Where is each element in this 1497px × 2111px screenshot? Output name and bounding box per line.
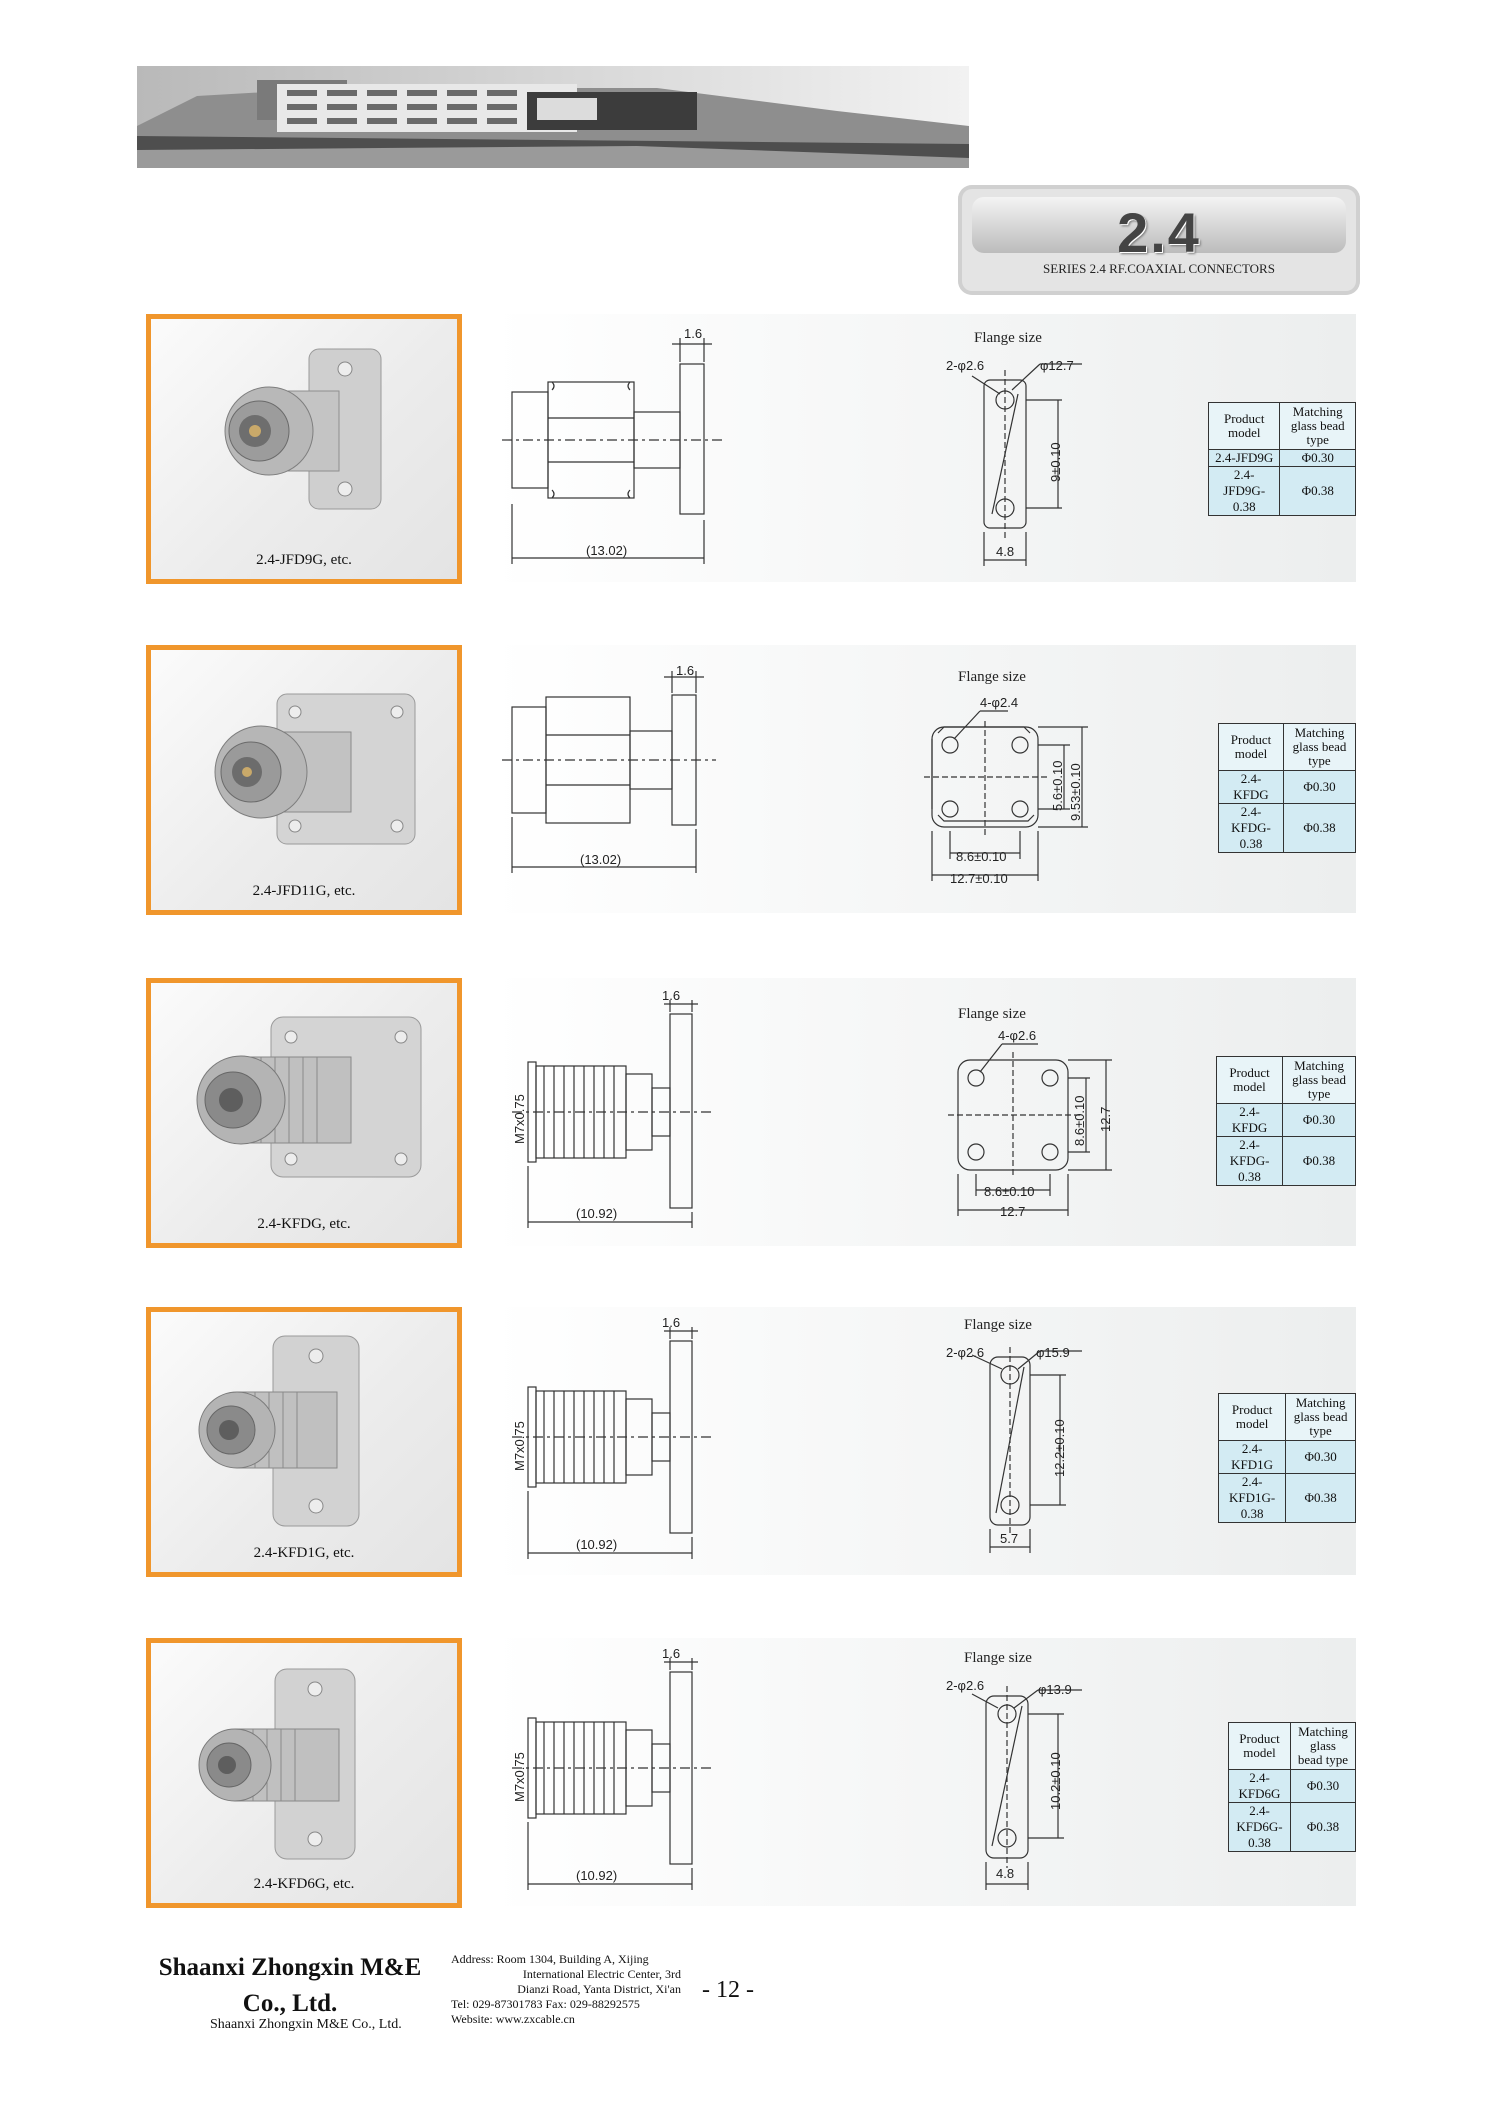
cell-bead: Φ0.30 (1290, 1770, 1355, 1803)
connector-photo-4-flange (151, 650, 457, 910)
product-row (146, 978, 1356, 1250)
dim-hole-spacing: 9±0.10 (1048, 442, 1063, 482)
cell-bead: Φ0.38 (1283, 1137, 1356, 1186)
dim-hole-pitch-diameter: φ12.7 (1040, 358, 1074, 373)
dim-thread-spec: M7x0.75 (512, 1752, 527, 1802)
dim-flange-width: 12.7 (1000, 1204, 1026, 1219)
product-photo (146, 645, 462, 915)
cell-bead: Φ0.38 (1284, 804, 1356, 853)
spec-header-model: Product model (1229, 1723, 1291, 1770)
page-number: - 12 - (702, 1977, 754, 2003)
table-row (1219, 1441, 1356, 1474)
dim-flange-thickness: 1.6 (662, 1315, 681, 1330)
cell-bead: Φ0.38 (1290, 1803, 1355, 1852)
cell-model: 2.4-KFDG (1217, 1104, 1283, 1137)
spec-header-bead: Matching glass bead type (1280, 403, 1356, 450)
flange-size-title: Flange size (964, 1317, 1032, 1333)
dim-hole-spacing: 10.2±0.10 (1048, 1752, 1063, 1810)
drawing-panel (492, 314, 1356, 582)
flange-size-title: Flange size (964, 1650, 1032, 1666)
series-subtitle: SERIES 2.4 RF.COAXIAL CONNECTORS (1043, 261, 1275, 276)
cell-bead: Φ0.30 (1283, 1104, 1356, 1137)
product-photo-label: 2.4-JFD9G, etc. (256, 552, 352, 568)
cell-bead: Φ0.30 (1284, 771, 1356, 804)
footer-company-subtitle: Shaanxi Zhongxin M&E Co., Ltd. (210, 2017, 402, 2032)
cell-model: 2.4-KFD6G-0.38 (1229, 1803, 1291, 1852)
drawing-panel (492, 978, 1356, 1246)
dim-thread-spec: M7x0.75 (512, 1421, 527, 1471)
table-row (1229, 1803, 1356, 1852)
flange-size-title: Flange size (974, 330, 1042, 346)
table-row (1229, 1770, 1356, 1803)
footer-address-line: International Electric Center, 3rd (522, 1967, 681, 1981)
dim-flange-thickness: 1.6 (676, 663, 695, 678)
product-photo (146, 314, 462, 584)
dim-hole-spacing-h: 8.6±0.10 (984, 1184, 1035, 1199)
footer-address-line: Address: Room 1304, Building A, Xijing (451, 1952, 649, 1966)
spec-table (1218, 723, 1356, 853)
dim-hole-spec: 4-φ2.4 (980, 695, 1019, 710)
cell-model: 2.4-KFDG-0.38 (1219, 804, 1284, 853)
product-row (146, 314, 1356, 586)
connector-photo-female-2-flange-long (151, 1643, 457, 1903)
table-row (1217, 1137, 1356, 1186)
drawing-panel (492, 1638, 1356, 1906)
dim-overall-length: (10.92) (576, 1537, 618, 1552)
table-row (1217, 1104, 1356, 1137)
product-photo-label: 2.4-KFDG, etc. (257, 1216, 351, 1232)
dim-flange-width: 12.7±0.10 (950, 871, 1008, 886)
spec-header-model: Product model (1219, 1394, 1286, 1441)
cell-model: 2.4-KFDG (1219, 771, 1284, 804)
spec-header-bead: Matching glass bead type (1284, 724, 1356, 771)
table-row (1219, 1474, 1356, 1523)
dim-hole-spec: 4-φ2.6 (998, 1028, 1037, 1043)
cell-model: 2.4-KFDG-0.38 (1217, 1137, 1283, 1186)
cell-bead: Φ0.38 (1286, 1474, 1356, 1523)
dim-hole-spacing: 12.2±0.10 (1052, 1419, 1067, 1477)
dim-flange-height: 9.53±0.10 (1068, 763, 1083, 821)
dim-flange-width: 4.8 (996, 1866, 1015, 1881)
footer-tel-fax: Tel: 029-87301783 Fax: 029-88292575 (451, 1997, 640, 2011)
product-row (146, 1307, 1356, 1579)
drawing-panel (492, 645, 1356, 913)
dim-hole-pitch-diameter: φ13.9 (1038, 1682, 1072, 1697)
dim-hole-pitch-diameter: φ15.9 (1036, 1345, 1070, 1360)
table-row (1219, 804, 1356, 853)
spec-header-bead: Matching glass bead type (1290, 1723, 1355, 1770)
dim-flange-width: 4.8 (996, 544, 1015, 559)
dim-hole-spacing-v: 5.6±0.10 (1050, 760, 1065, 811)
series-badge (958, 185, 1360, 295)
dim-hole-spec: 2-φ2.6 (946, 358, 985, 373)
dim-flange-thickness: 1.6 (662, 988, 681, 1003)
dim-hole-spacing-h: 8.6±0.10 (956, 849, 1007, 864)
cell-model: 2.4-KFD1G-0.38 (1219, 1474, 1286, 1523)
spec-header-model: Product model (1219, 724, 1284, 771)
product-photo (146, 1307, 462, 1577)
dim-flange-thickness: 1.6 (684, 326, 703, 341)
spec-header-bead: Matching glass bead type (1283, 1057, 1356, 1104)
connector-photo-2-flange (151, 319, 457, 579)
flange-size-title: Flange size (958, 669, 1026, 685)
series-number-plate (972, 197, 1346, 264)
technical-drawing (492, 1638, 1356, 1906)
product-photo-label: 2.4-JFD11G, etc. (252, 883, 356, 899)
footer-address-line: Dianzi Road, Yanta District, Xi'an (517, 1982, 681, 1996)
spec-table (1208, 402, 1356, 516)
spec-header-bead: Matching glass bead type (1286, 1394, 1356, 1441)
dim-overall-length: (10.92) (576, 1868, 618, 1883)
product-photo (146, 1638, 462, 1908)
dim-thread-spec: M7x0.75 (512, 1094, 527, 1144)
spec-header-model: Product model (1209, 403, 1280, 450)
product-row (146, 1638, 1356, 1910)
product-photo-label: 2.4-KFD1G, etc. (253, 1545, 355, 1561)
connector-photo-female-2-flange (151, 1312, 457, 1572)
dim-flange-width: 5.7 (1000, 1531, 1019, 1546)
cell-bead: Φ0.30 (1280, 450, 1356, 467)
dim-hole-spacing-v: 8.6±0.10 (1072, 1095, 1087, 1146)
product-photo-label: 2.4-KFD6G, etc. (253, 1876, 355, 1892)
product-row (146, 645, 1356, 917)
flange-size-title: Flange size (958, 1006, 1026, 1022)
dim-flange-height: 12.7 (1098, 1106, 1113, 1132)
dim-hole-spec: 2-φ2.6 (946, 1345, 985, 1360)
table-row (1209, 467, 1356, 516)
cell-model: 2.4-KFD1G (1219, 1441, 1286, 1474)
dim-hole-spec: 2-φ2.6 (946, 1678, 985, 1693)
dim-flange-thickness: 1.6 (662, 1646, 681, 1661)
dim-overall-length: (13.02) (580, 852, 622, 867)
footer-website: Website: www.zxcable.cn (451, 2012, 575, 2026)
spec-table (1216, 1056, 1356, 1186)
product-photo (146, 978, 462, 1248)
spec-table (1218, 1393, 1356, 1523)
connector-photo-female-4-flange (151, 983, 457, 1243)
factory-banner-image (137, 66, 969, 168)
table-row (1209, 450, 1356, 467)
spec-header-model: Product model (1217, 1057, 1283, 1104)
footer-company-name: Shaanxi Zhongxin M&E Co., Ltd. (158, 1954, 422, 2017)
table-row (1219, 771, 1356, 804)
cell-model: 2.4-JFD9G (1209, 450, 1280, 467)
dim-overall-length: (13.02) (586, 543, 628, 558)
drawing-panel (492, 1307, 1356, 1575)
dim-overall-length: (10.92) (576, 1206, 618, 1221)
series-number: 2.4 (1117, 201, 1201, 264)
cell-bead: Φ0.38 (1280, 467, 1356, 516)
footer-address-block (451, 1952, 681, 2027)
cell-model: 2.4-JFD9G-0.38 (1209, 467, 1280, 516)
cell-model: 2.4-KFD6G (1229, 1770, 1291, 1803)
cell-bead: Φ0.30 (1286, 1441, 1356, 1474)
spec-table (1228, 1722, 1356, 1852)
